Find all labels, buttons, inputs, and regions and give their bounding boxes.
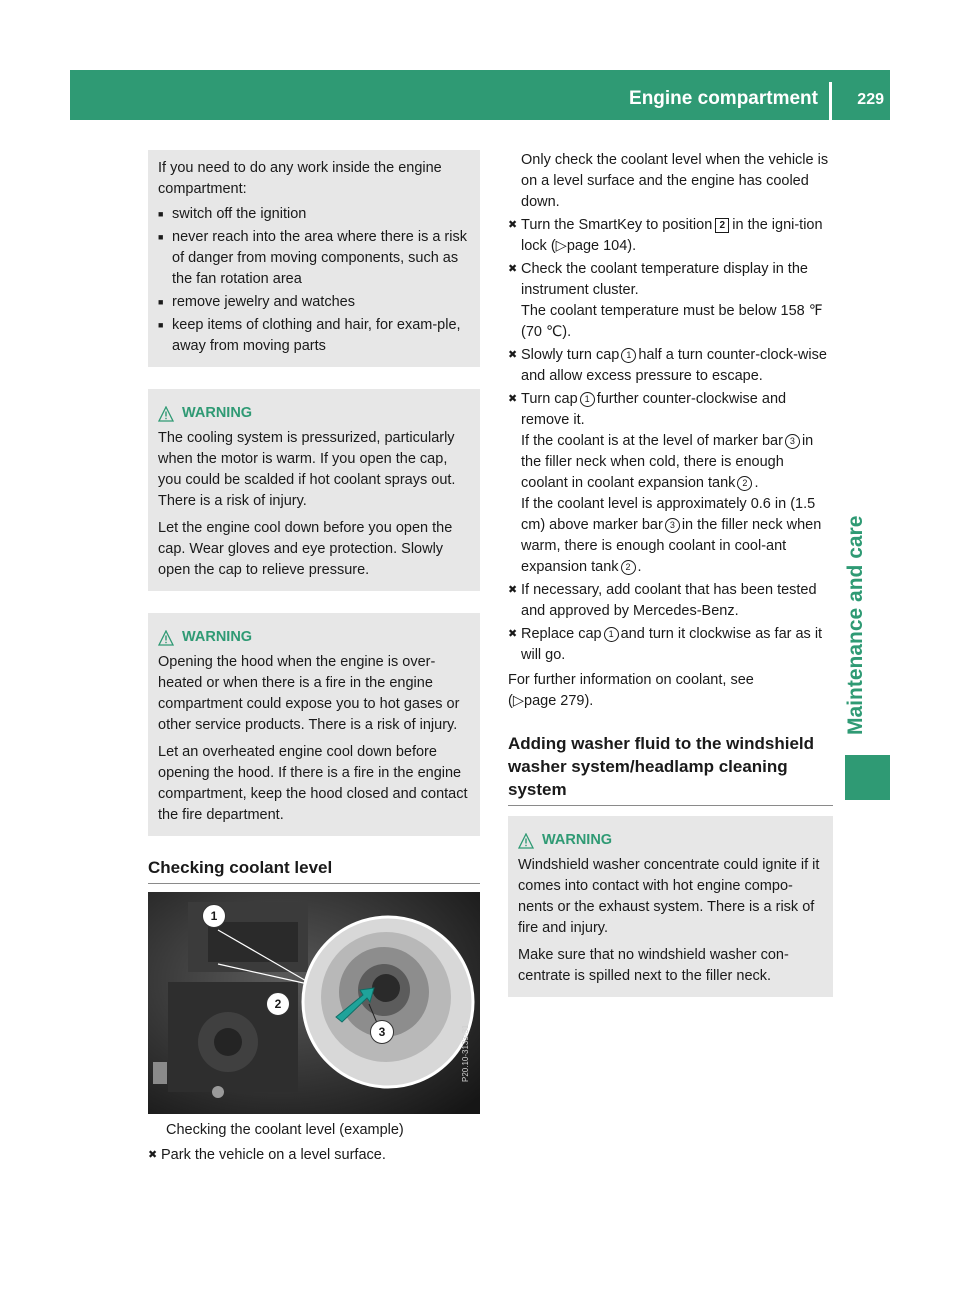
step-text: The coolant temperature must be below 158 ℉ (70 ℃). xyxy=(521,303,823,340)
callout-ref-1: 1 xyxy=(621,348,636,363)
page-ref-arrow-icon: ▷ xyxy=(555,238,567,254)
warning-label: WARNING xyxy=(542,832,613,848)
intro-bullets xyxy=(158,204,470,357)
coolant-intro: Only check the coolant level when the vehicle is on a level surface and the engine has cooled down. xyxy=(521,152,829,210)
step-item xyxy=(508,215,833,257)
side-tab-block xyxy=(845,755,890,800)
warning-text: Make sure that no windshield washer con-centrate is spilled next to the filler neck. xyxy=(518,947,789,984)
warning-box-hood xyxy=(148,613,480,836)
callout-2: 2 xyxy=(266,992,290,1016)
bullet-item: ■ switch off the ignition xyxy=(158,204,470,225)
warning-text: Opening the hood when the engine is over-heated or when there is a fire in the engine compartment could expose you to hot gases or other service products. There is a risk of injury. xyxy=(158,654,460,733)
callout-3: 3 xyxy=(370,1020,394,1044)
step-text: in the filler neck when warm, there is enough coolant in cool-ant expansion tank xyxy=(521,517,822,575)
section-heading: Adding washer fluid to the windshield washer system/headlamp cleaning system xyxy=(508,732,833,806)
header-bar xyxy=(70,70,890,120)
step-text: further counter-clockwise and remove it. xyxy=(521,391,787,428)
step-text: Turn cap xyxy=(521,391,578,407)
warning-triangle-icon xyxy=(158,406,174,422)
further-info: For further information on coolant, see (▷page 279). xyxy=(508,672,754,709)
warning-text: Windshield washer concentrate could ignite if it comes into contact with hot engine compo-nents or the exhaust system. There is a risk of fire and injury. xyxy=(518,857,820,936)
warning-text: Let an overheated engine cool down before opening the hood. If there is a fire in the engine compartment, keep the hood closed and contact the fire department. xyxy=(158,744,468,823)
warning-text: The cooling system is pressurized, particularly when the motor is warm. If you open the cap, you could be scalded if hot coolant sprays out. There is a risk of injury. xyxy=(158,430,456,509)
step-item xyxy=(508,345,833,387)
callout-ref-2: 2 xyxy=(737,476,752,491)
warning-label: WARNING xyxy=(182,405,253,421)
further-info-text: For further information on coolant, see xyxy=(508,672,754,688)
step-item: ✖ Park the vehicle on a level surface. xyxy=(148,1145,480,1166)
step-text: half a turn counter-clock-wise and allow excess pressure to escape. xyxy=(521,347,827,384)
step-item xyxy=(508,624,833,666)
intro-lead: If you need to do any work inside the engine compartment: xyxy=(158,160,442,197)
callout-1: 1 xyxy=(202,904,226,928)
engine-photo xyxy=(148,892,480,1114)
page-reference[interactable]: page 104). xyxy=(566,238,637,254)
warning-box-pressure xyxy=(148,389,480,591)
warning-heading xyxy=(158,627,470,648)
callout-ref-3: 3 xyxy=(665,518,680,533)
step-text: If the coolant level is approximately 0.6 in (1.5 cm) above marker bar xyxy=(521,496,816,533)
step-text: Check the coolant temperature display in the instrument cluster. xyxy=(521,261,808,298)
warning-label: WARNING xyxy=(182,629,253,645)
section-heading: Checking coolant level xyxy=(148,856,480,884)
right-column xyxy=(508,150,833,997)
intro-box xyxy=(148,150,480,367)
warning-triangle-icon xyxy=(518,833,534,849)
warning-triangle-icon xyxy=(158,630,174,646)
bullet-item: ■ keep items of clothing and hair, for exam-ple, away from moving parts xyxy=(158,315,470,357)
bullet-item: ■ never reach into the area where there is a risk of danger from moving components, such as the fan rotation area xyxy=(158,227,470,290)
step-text: Slowly turn cap xyxy=(521,347,620,363)
step-text: If the coolant is at the level of marker bar xyxy=(521,433,783,449)
side-tab-label: Maintenance and care xyxy=(844,515,867,735)
page-number: 229 xyxy=(857,91,884,108)
step-text: and turn it clockwise as far as it will go. xyxy=(521,626,823,663)
callout-ref-2: 2 xyxy=(621,560,636,575)
bullet-item: ■ remove jewelry and watches xyxy=(158,292,470,313)
step-item xyxy=(508,259,833,343)
callout-ref-3: 3 xyxy=(785,434,800,449)
engine-illustration xyxy=(148,892,480,1114)
callout-ref-1: 1 xyxy=(604,627,619,642)
warning-heading xyxy=(518,830,823,851)
figure-caption: Checking the coolant level (example) xyxy=(166,1122,404,1138)
header-divider xyxy=(829,82,832,122)
warning-heading xyxy=(158,403,470,424)
page-ref-arrow-icon: ▷ xyxy=(512,693,524,709)
step-text: in the igni-tion lock ( xyxy=(521,217,823,254)
step-text: Turn the SmartKey to position xyxy=(521,217,713,233)
key-position-icon: 2 xyxy=(715,218,729,233)
step-text: in the filler neck when cold, there is enough coolant in coolant expansion tank xyxy=(521,433,814,491)
warning-box-washer xyxy=(508,816,833,997)
warning-text: Let the engine cool down before you open the cap. Wear gloves and eye protection. Slowly open the cap to relieve pressure. xyxy=(158,520,453,578)
step-list xyxy=(148,1145,480,1166)
coolant-steps xyxy=(508,215,833,666)
step-item: ✖ Turn cap 1 further counter-clockwise and remove it. If the coolant is at the level of marker bar 3 in the filler neck when cold, there is enough coolant in coolant expansion tank 2 . If the coolant level is approximately 0.6 in (1.5 cm) above marker bar 3 in the filler neck when warm, there is enough coolant in cool-ant expansion tank 2 . xyxy=(508,389,833,578)
page-reference[interactable]: page 279). xyxy=(524,693,594,709)
callout-ref-1: 1 xyxy=(580,392,595,407)
step-item: ✖ If necessary, add coolant that has been tested and approved by Mercedes-Benz. xyxy=(508,580,833,622)
image-code: P20.10-3133-31 xyxy=(461,1024,470,1082)
left-column xyxy=(148,150,480,1166)
step-text: Replace cap xyxy=(521,626,602,642)
page-title: Engine compartment xyxy=(629,88,818,109)
